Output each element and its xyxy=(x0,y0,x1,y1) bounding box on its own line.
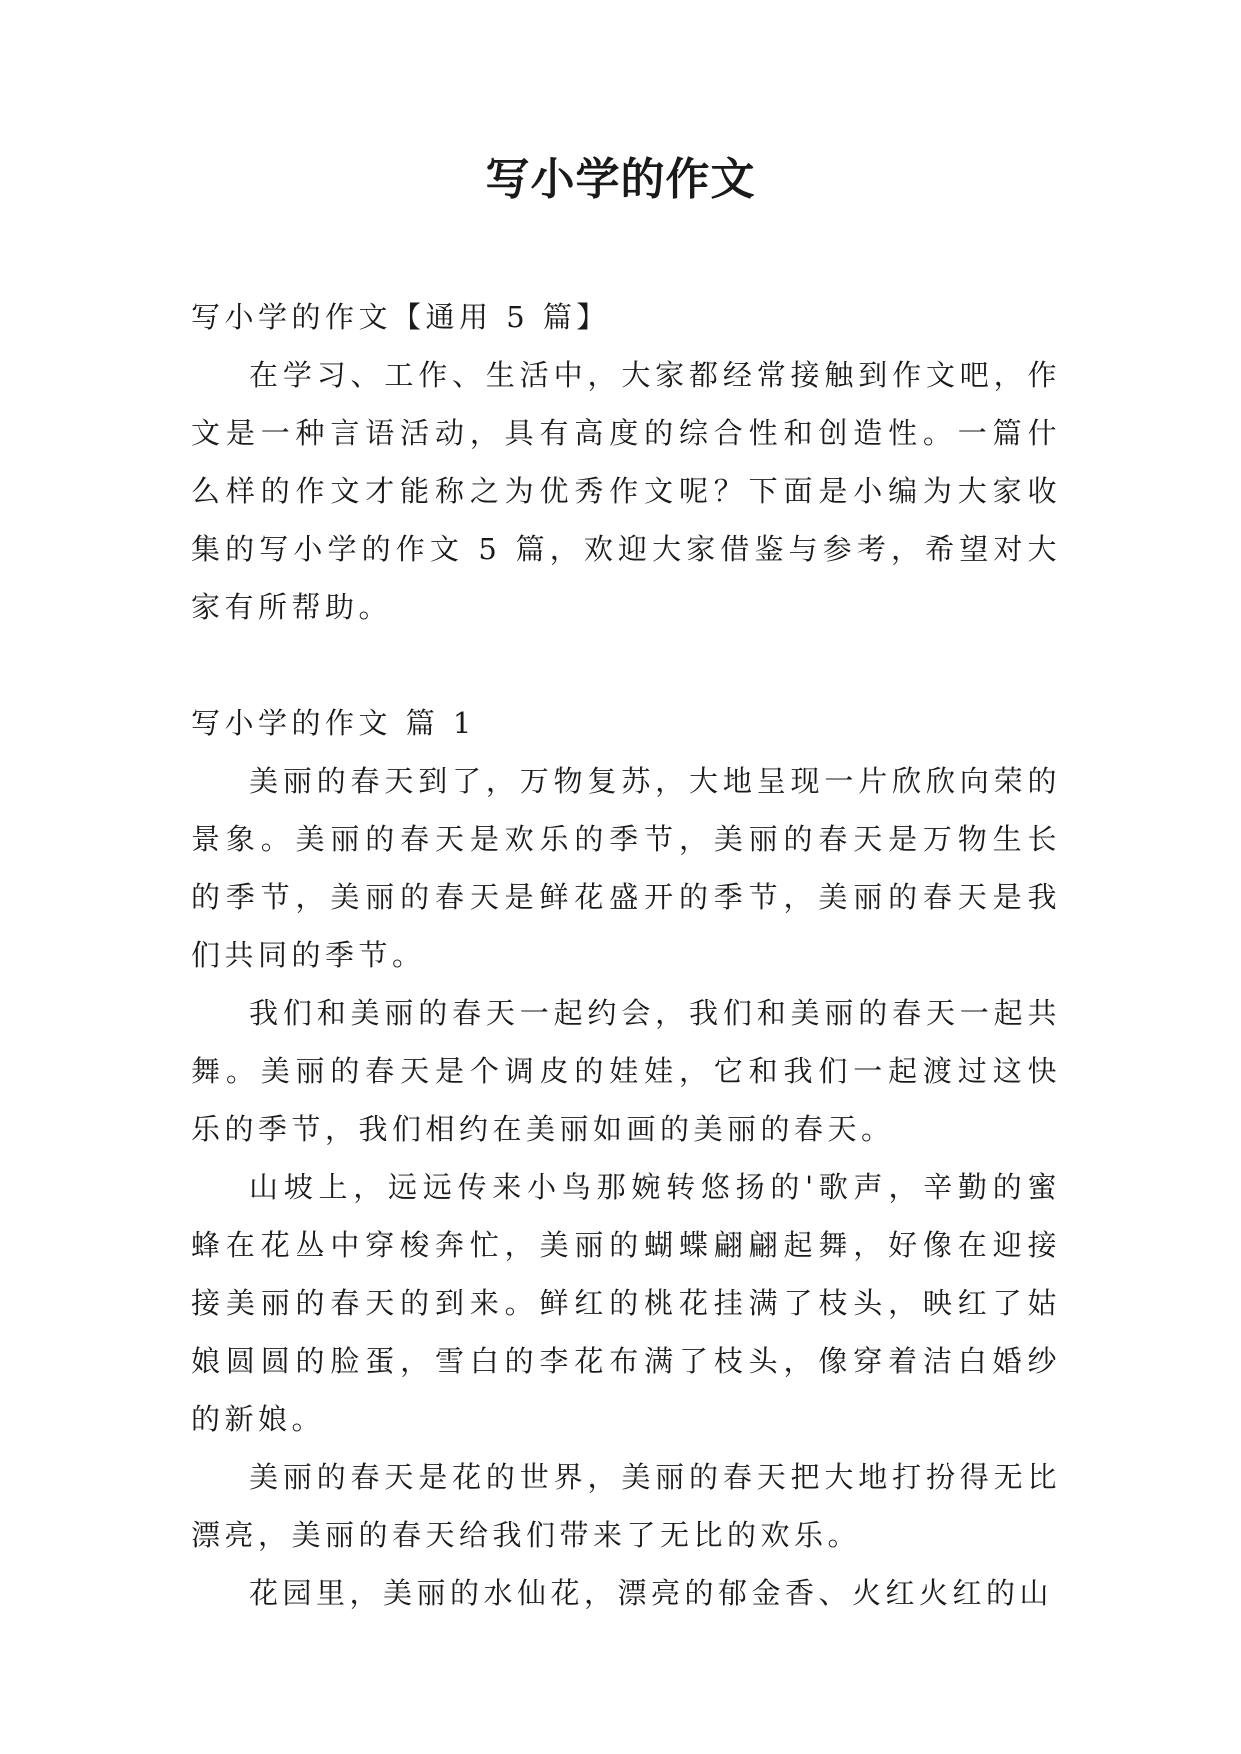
body-paragraph: 花园里，美丽的水仙花，漂亮的郁金香、火红火红的山 xyxy=(249,1576,1054,1610)
document-title: 写小学的作文 xyxy=(485,154,756,205)
section-spacer xyxy=(191,636,1061,694)
document-body xyxy=(191,288,1061,1622)
intro-paragraph: 在学习、工作、生活中，大家都经常接触到作文吧，作文是一种言语活动，具有高度的综合性和创造性。一篇什么样的作文才能称之为优秀作文呢？下面是小编为大家收集的写小学的作文 5 篇，欢迎大家借鉴与参考，希望对大家有所帮助。 xyxy=(191,358,1061,624)
body-paragraph: 美丽的春天是花的世界，美丽的春天把大地打扮得无比漂亮，美丽的春天给我们带来了无比的欢乐。 xyxy=(191,1460,1061,1552)
section-heading: 写小学的作文 篇 1 xyxy=(191,706,476,740)
document-subtitle: 写小学的作文【通用 5 篇】 xyxy=(191,300,610,334)
body-paragraph: 美丽的春天到了，万物复苏，大地呈现一片欣欣向荣的景象。美丽的春天是欢乐的季节，美丽的春天是万物生长的季节，美丽的春天是鲜花盛开的季节，美丽的春天是我们共同的季节。 xyxy=(191,764,1061,972)
body-paragraph: 山坡上，远远传来小鸟那婉转悠扬的'歌声，辛勤的蜜蜂在花丛中穿梭奔忙，美丽的蝴蝶翩翩起舞，好像在迎接接美丽的春天的到来。鲜红的桃花挂满了枝头，映红了姑娘圆圆的脸蛋，雪白的李花布满了枝头，像穿着洁白婚纱的新娘。 xyxy=(191,1170,1061,1436)
body-paragraph: 我们和美丽的春天一起约会，我们和美丽的春天一起共舞。美丽的春天是个调皮的娃娃，它和我们一起渡过这快乐的季节，我们相约在美丽如画的美丽的春天。 xyxy=(191,996,1061,1146)
